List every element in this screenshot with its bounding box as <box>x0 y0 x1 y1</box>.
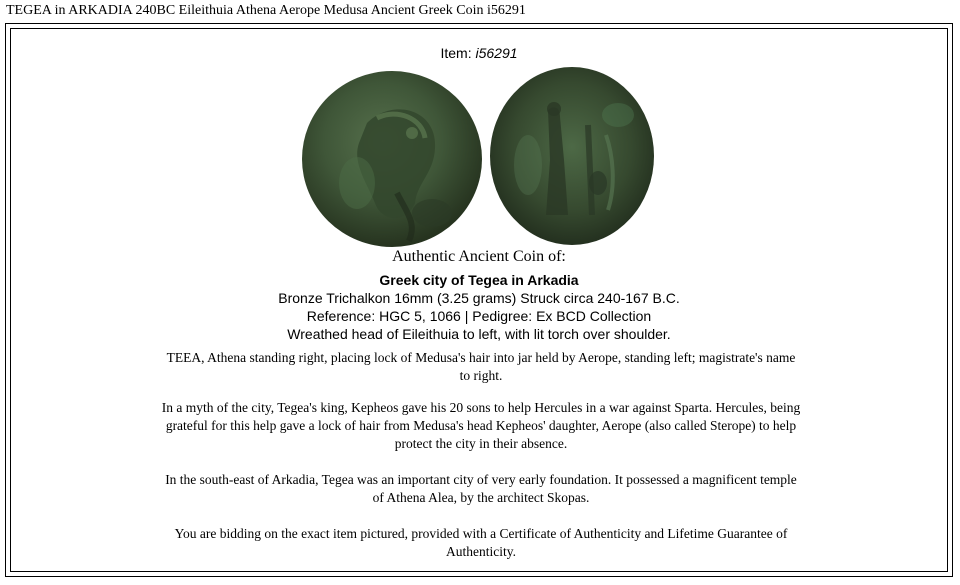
reference-line: Reference: HGC 5, 1066 | Pedigree: Ex BCD Collection <box>306 308 652 324</box>
reverse-description: TEEA, Athena standing right, placing lock of Medusa's hair into jar held by Aerope, standing left; magistrate's name to right. <box>166 350 796 383</box>
guarantee-paragraph: You are bidding on the exact item pictured, provided with a Certificate of Authenticity and Lifetime Guarantee of Authenticity. <box>174 526 788 559</box>
listing-frame-outer <box>5 23 953 577</box>
myth-paragraph: In a myth of the city, Tegea's king, Kepheos gave his 20 sons to help Hercules in a war against Sparta. Hercules, being grateful for this help gave a lock of hair from Medusa's head Kepheos' daughter, Aerope (also called Sterope) to help protect the city in their absence. <box>161 400 801 451</box>
obverse-description: Wreathed head of Eileithuia to left, with lit torch over shoulder. <box>287 326 671 342</box>
page-title: TEGEA in ARKADIA 240BC Eileithuia Athena Aerope Medusa Ancient Greek Coin i56291 <box>6 3 526 18</box>
city-name: Greek city of Tegea in Arkadia <box>379 272 579 288</box>
listing-frame-inner <box>10 28 948 572</box>
history-paragraph: In the south-east of Arkadia, Tegea was an important city of very early foundation. It possessed a magnificent temple of Athena Alea, by the architect Skopas. <box>165 472 797 505</box>
coin-images <box>11 63 947 253</box>
coin-attributes <box>11 271 947 343</box>
coin-obverse-image <box>297 63 487 253</box>
denomination-line: Bronze Trichalkon 16mm (3.25 grams) Struck circa 240-167 B.C. <box>278 290 680 306</box>
item-number-line <box>11 45 947 61</box>
item-label: Item: <box>440 45 476 61</box>
item-number: i56291 <box>475 45 518 61</box>
authentic-heading: Authentic Ancient Coin of: <box>392 248 566 265</box>
coin-reverse-image <box>488 65 656 247</box>
